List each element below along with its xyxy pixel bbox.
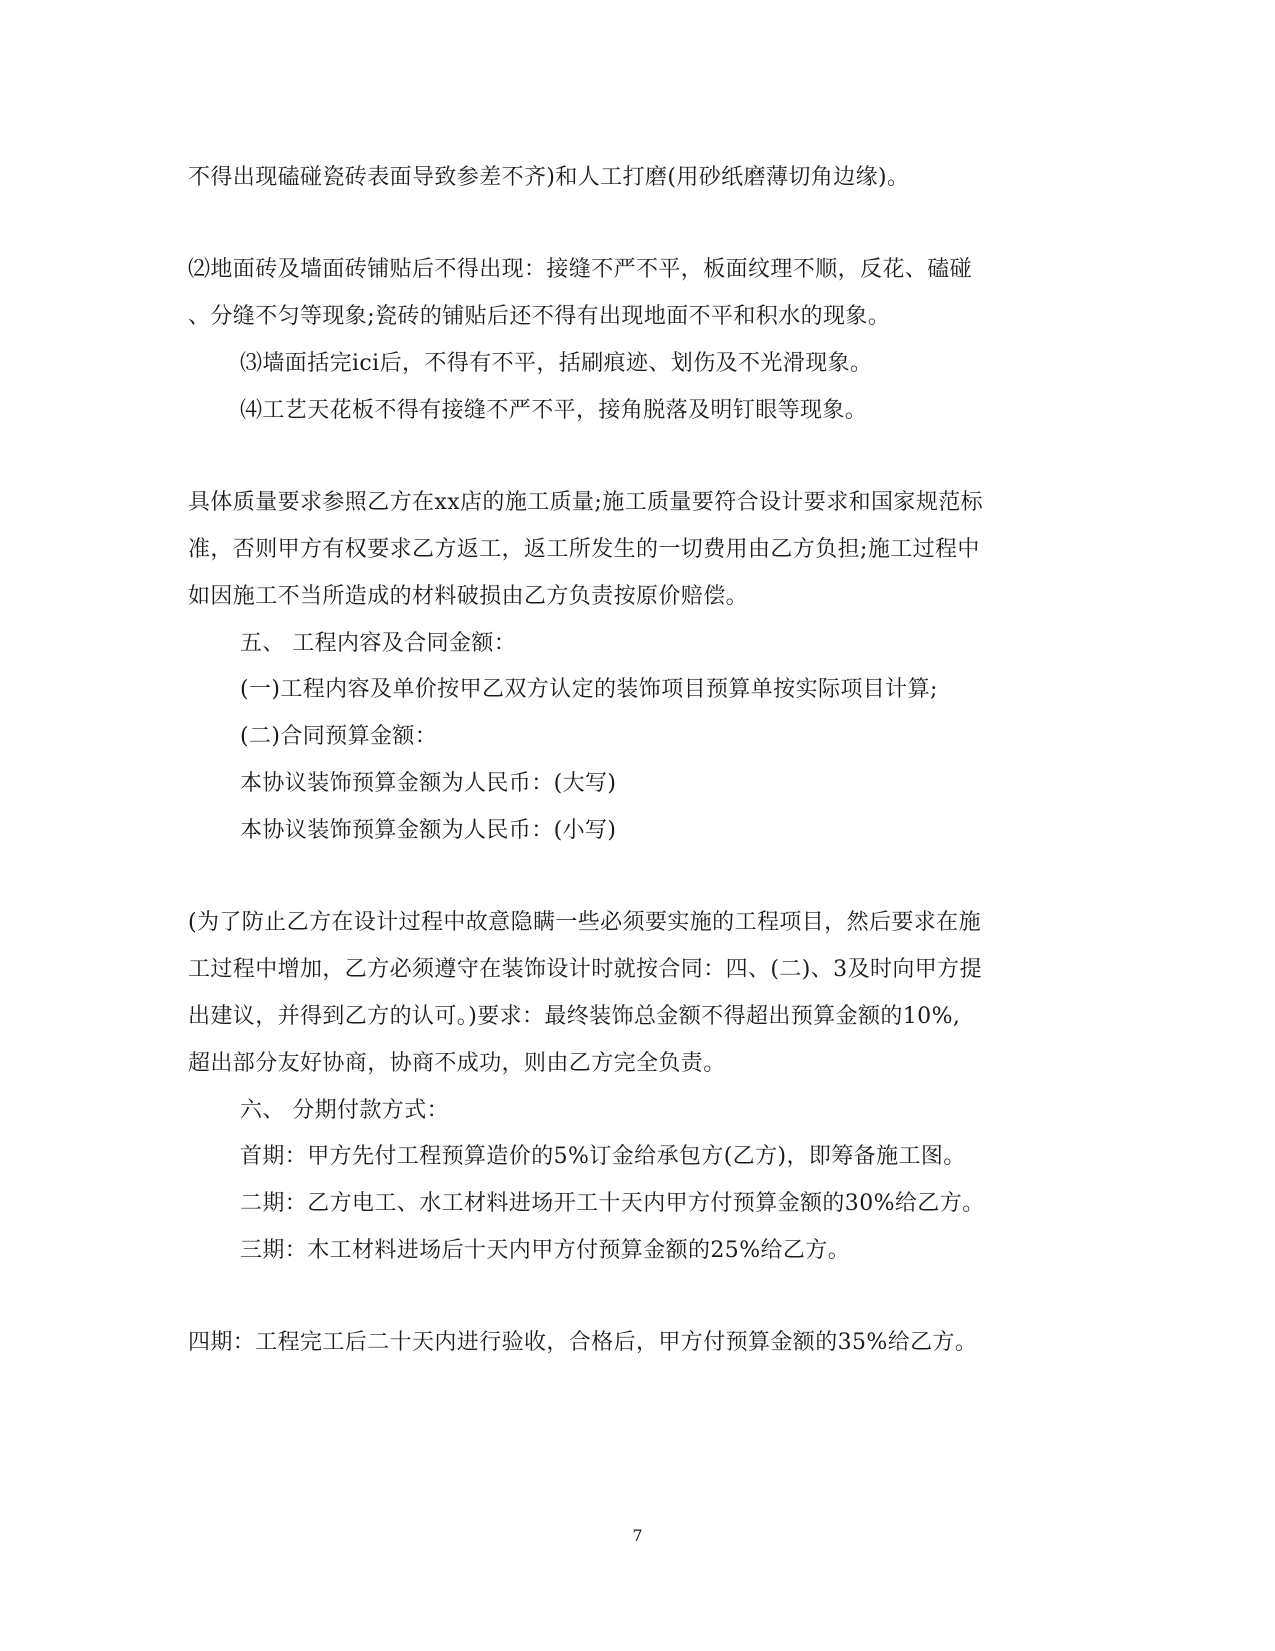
text-line-10: (一)工程内容及单价按甲乙双方认定的装饰项目预算单按实际项目计算; — [240, 677, 938, 702]
page-number: 7 — [632, 1526, 643, 1545]
text-line-22: 四期：工程完工后二十天内进行验收，合格后，甲方付预算金额的35%给乙方。 — [188, 1330, 978, 1355]
text-line-11: (二)合同预算金额： — [240, 724, 438, 749]
text-line-12: 本协议装饰预算金额为人民币：(大写) — [240, 771, 617, 796]
text-line-8: 如因施工不当所造成的材料破损由乙方负责按原价赔偿。 — [188, 584, 749, 609]
text-line-21: 三期：木工材料进场后十天内甲方付预算金额的25%给乙方。 — [240, 1238, 851, 1263]
text-line-13: 本协议装饰预算金额为人民币：(小写) — [240, 818, 617, 843]
section-heading-5: 五、 工程内容及合同金额： — [240, 631, 517, 656]
text-line-14: (为了防止乙方在设计过程中故意隐瞒一些必须要实施的工程项目，然后要求在施 — [188, 910, 981, 935]
section-heading-6: 六、 分期付款方式： — [240, 1098, 449, 1123]
text-line-15: 工过程中增加，乙方必须遵守在装饰设计时就按合同：四、(二)、3及时向甲方提 — [188, 957, 982, 982]
text-line-2: ⑵地面砖及墙面砖铺贴后不得出现：接缝不严不平，板面纹理不顺，反花、磕碰 — [188, 257, 973, 282]
text-line-6: 具体质量要求参照乙方在xx店的施工质量;施工质量要符合设计要求和国家规范标 — [188, 490, 984, 515]
text-line-3: 、分缝不匀等现象;瓷砖的铺贴后还不得有出现地面不平和积水的现象。 — [188, 304, 891, 329]
text-line-4: ⑶墙面括完ici后，不得有不平，括刷痕迹、划伤及不光滑现象。 — [240, 351, 873, 376]
text-line-19: 首期：甲方先付工程预算造价的5%订金给承包方(乙方)，即筹备施工图。 — [240, 1144, 966, 1169]
text-line-20: 二期：乙方电工、水工材料进场开工十天内甲方付预算金额的30%给乙方。 — [240, 1191, 985, 1216]
text-line-16: 出建议，并得到乙方的认可。)要求：最终装饰总金额不得超出预算金额的10%, — [188, 1004, 961, 1029]
text-line-17: 超出部分友好协商，协商不成功，则由乙方完全负责。 — [188, 1051, 726, 1076]
text-line-5: ⑷工艺天花板不得有接缝不严不平，接角脱落及明钉眼等现象。 — [240, 398, 868, 423]
text-line-1: 不得出现磕碰瓷砖表面导致参差不齐)和人工打磨(用砂纸磨薄切角边缘)。 — [188, 165, 910, 190]
text-line-7: 准，否则甲方有权要求乙方返工，返工所发生的一切费用由乙方负担;施工过程中 — [188, 537, 980, 562]
